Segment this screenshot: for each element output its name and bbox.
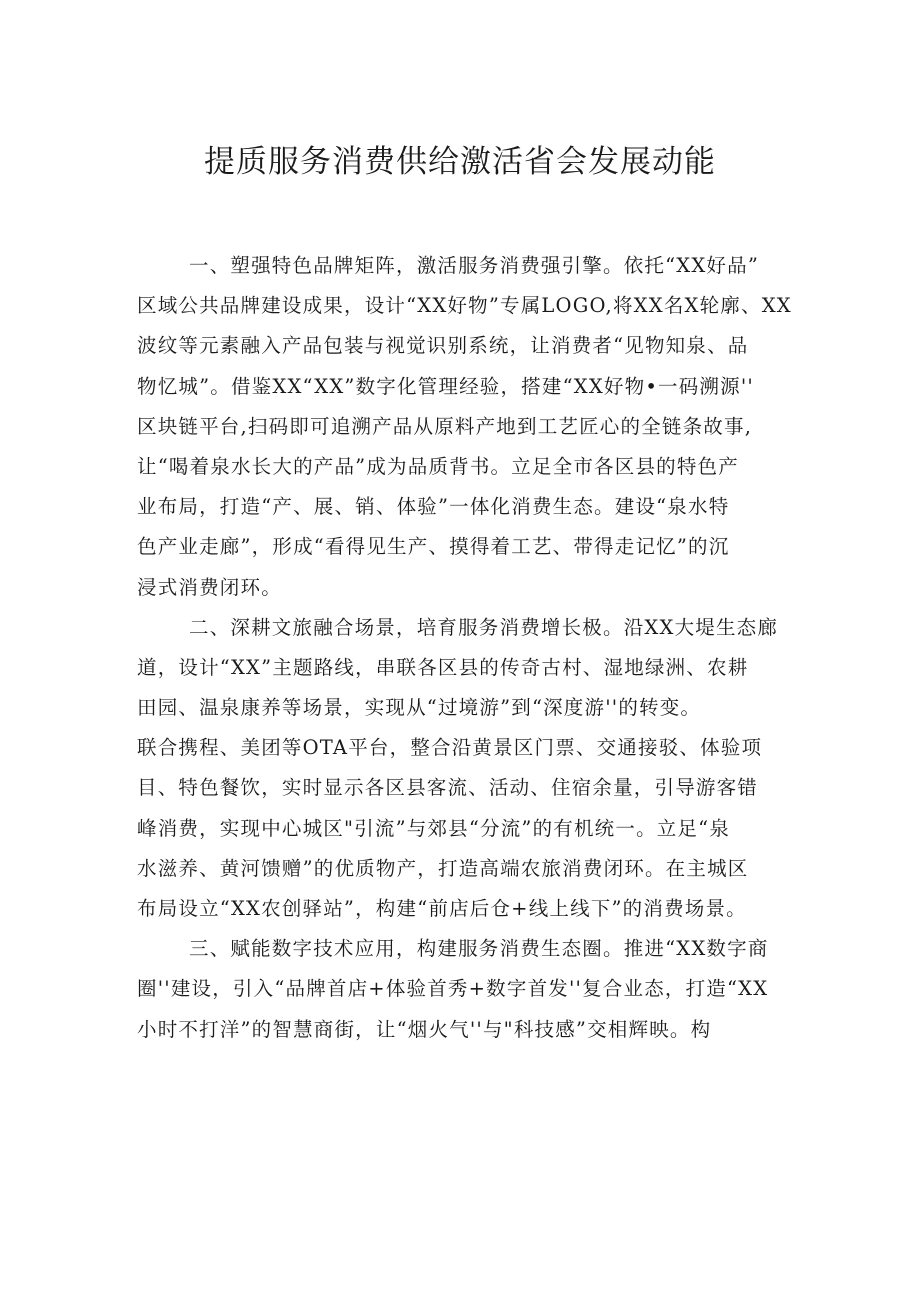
paragraph-1-line-8: 色产业走廊”，形成“看得见生产、摸得着工艺、带得走记忆”的沉	[137, 535, 730, 559]
paragraph-2-line-3: 田园、温泉康养等场景，实现从“过境游”到“深度游''的转变。	[137, 696, 702, 720]
paragraph-2-line-8: 布局设立“XX农创驿站”，构建“前店后仓+线上线下”的消费场景。	[137, 897, 747, 920]
paragraph-1-line-6: 让“喝着泉水长大的产品”成为品质背书。立足全市各区县的特色产	[137, 454, 739, 478]
paragraph-1-line-4: 物忆城”。借鉴XX“XX”数字化管理经验，搭建“XX好物•一码溯源''	[137, 374, 754, 398]
paragraph-1-line-7: 业布局，打造“产、展、销、体验”一体化消费生态。建设“泉水特	[137, 495, 730, 519]
paragraph-1-line-5: 区块链平台,扫码即可追溯产品从原料产地到工艺匠心的全链条故事,	[137, 414, 753, 438]
paragraph-1-line-2: 区域公共品牌建设成果，设计“XX好物”专属LOGO,将XX名X轮廓、XX	[137, 294, 792, 318]
paragraph-3-line-1: 三、赋能数字技术应用，构建服务消费生态圈。推进“XX数字商	[189, 937, 769, 961]
document-body	[137, 246, 792, 1050]
document-title: 提质服务消费供给激活省会发展动能	[204, 144, 716, 180]
paragraph-3-line-3: 小时不打洋”的智慧商街，让“烟火气''与"科技感”交相辉映。构	[137, 1017, 712, 1041]
paragraph-2-line-7: 水滋养、黄河馈赠”的优质物产，打造高端农旅消费闭环。在主城区	[137, 856, 749, 880]
paragraph-1-line-1: 一、塑强特色品牌矩阵，激活服务消费强引擎。依托“XX好品”	[189, 254, 760, 277]
paragraph-2-line-4: 联合携程、美团等OTA平台，整合沿黄景区门票、交通接驳、体验项	[137, 736, 763, 760]
paragraph-1-line-9: 浸式消费闭环。	[137, 575, 282, 599]
paragraph-2-line-2: 道，设计“XX”主题路线，串联各区县的传奇古村、湿地绿洲、农耕	[137, 655, 749, 679]
paragraph-2-line-1: 二、深耕文旅融合场景，培育服务消费增长极。沿XX大堤生态廊	[189, 615, 779, 639]
paragraph-2-line-6: 峰消费，实现中心城区"引流”与郊县“分流”的有机统一。立足“泉	[137, 816, 731, 840]
paragraph-1-line-3: 波纹等元素融入产品包装与视觉识别系统，让消费者“见物知泉、品	[137, 334, 749, 358]
paragraph-3-line-2: 圈''建设，引入“品牌首店+体验首秀+数字首发''复合业态，打造“XX	[137, 977, 769, 1001]
paragraph-2-line-5: 目、特色餐饮，实时显示各区县客流、活动、住宿余量，引导游客错	[137, 776, 759, 800]
